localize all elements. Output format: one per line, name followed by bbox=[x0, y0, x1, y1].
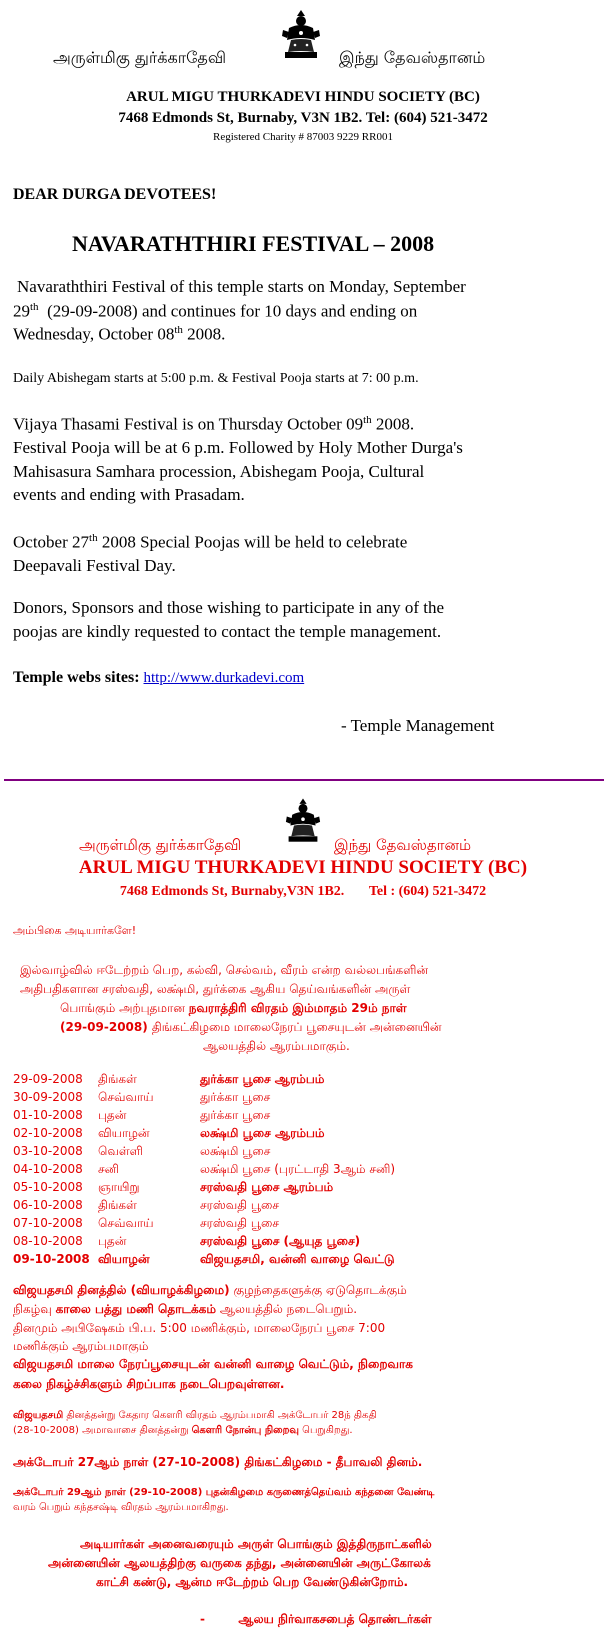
header-tamil-left: அருள்மிகு துர்க்காதேவி bbox=[53, 48, 227, 67]
schedule-day: திங்கள் bbox=[98, 1072, 137, 1086]
society-name: ARUL MIGU THURKADEVI HINDU SOCIETY (BC) bbox=[126, 89, 480, 105]
tamil-intro-5: ஆலயத்தில் ஆரம்பமாகும். bbox=[203, 1039, 350, 1053]
website-line bbox=[13, 669, 304, 687]
society-address-2: 7468 Edmonds St, Burnaby,V3N 1B2. Tel : (604) 521-3472 bbox=[119, 884, 487, 899]
tamil-intro-2: அதிபதிகளான சரஸ்வதி, லக்ஷ்மி, துர்க்கை ஆகிய தெய்வங்களின் அருள் bbox=[20, 982, 411, 996]
tamil-closing-2: அன்னையின் ஆலயத்திற்கு வருகை தந்து, அன்னையின் அருட்கோலக் bbox=[48, 1556, 431, 1570]
schedule-day: வெள்ளி bbox=[98, 1144, 143, 1158]
tamil-intro-1: இல்வாழ்வில் ஈடேற்றம் பெற, கல்வி, செல்வம், வீரம் என்ற வல்லபங்களின் bbox=[20, 963, 429, 977]
schedule-day: செவ்வாய் bbox=[98, 1090, 154, 1104]
paragraph-1-line-2: 29th (29-09-2008) and continues for 10 days and ending on bbox=[13, 301, 418, 321]
tamil-vij-3: தினமும் அபிஷேகம் பி.ப. 5:00 மணிக்கும், மாலைநேரப் பூசை 7:00 bbox=[13, 1321, 386, 1335]
society-name-2: ARUL MIGU THURKADEVI HINDU SOCIETY (BC) bbox=[78, 857, 528, 878]
charity-number: Registered Charity # 87003 9229 RR001 bbox=[213, 131, 393, 143]
tamil-greeting: அம்பிகை அடியார்களே! bbox=[13, 924, 137, 937]
tamil-kedara-2: (28-10-2008) அமாவாசை தினத்தன்று கௌரி நோன்பு நிறைவு பெறுகிறது. bbox=[13, 1425, 353, 1436]
schedule-date: 06-10-2008 bbox=[13, 1198, 83, 1212]
tamil-intro-3: பொங்கும் அற்புதமான நவராத்திரி விரதம் இம்மாதம் 29ம் நாள் bbox=[60, 1001, 407, 1015]
paragraph-5-line-2: poojas are kindly requested to contact the temple management. bbox=[13, 622, 442, 641]
tamil-signature: - ஆலய நிர்வாகசபைத் தொண்டர்கள் bbox=[200, 1612, 432, 1626]
schedule-day: புதன் bbox=[98, 1234, 127, 1248]
schedule-event: லக்ஷ்மி பூசை (புரட்டாதி 3ஆம் சனி) bbox=[200, 1162, 396, 1176]
paragraph-4-line-2: Deepavali Festival Day. bbox=[13, 556, 176, 575]
paragraph-4-line-1: October 27th 2008 Special Poojas will be held to celebrate bbox=[13, 532, 408, 552]
paragraph-3-line-3: Mahisasura Samhara procession, Abishegam Pooja, Cultural bbox=[13, 462, 425, 481]
schedule-event: விஜயதசமி, வன்னி வாழை வெட்டு bbox=[200, 1252, 395, 1266]
tamil-closing-3: காட்சி கண்டு, ஆன்ம ஈடேற்றம் பெற வேண்டுகின்றோம். bbox=[96, 1575, 409, 1589]
schedule-day: செவ்வாய் bbox=[98, 1216, 154, 1230]
tamil-vij-5: விஜயதசமி மாலை நேரப்பூசையுடன் வன்னி வாழை வெட்டும், நிறைவாக bbox=[13, 1357, 413, 1371]
paragraph-1-line-3: Wednesday, October 08th 2008. bbox=[13, 324, 226, 344]
tamil-kandha-2: வரம் பெறும் கந்தசஷ்டி விரதம் ஆரம்பமாகிறது. bbox=[13, 1502, 229, 1513]
schedule-event: சரஸ்வதி பூசை bbox=[200, 1216, 280, 1230]
schedule-date: 30-09-2008 bbox=[13, 1090, 83, 1104]
schedule-date: 07-10-2008 bbox=[13, 1216, 83, 1230]
tamil-vij-2: நிகழ்வு காலை பத்து மணி தொடக்கம் ஆலயத்தில் நடைபெறும். bbox=[13, 1302, 358, 1316]
tamil-vij-6: கலை நிகழ்ச்சிகளும் சிறப்பாக நடைபெறவுள்ளன. bbox=[13, 1377, 285, 1391]
society-address: 7468 Edmonds St, Burnaby, V3N 1B2. Tel: (604) 521-3472 bbox=[118, 110, 488, 126]
signature-english: - Temple Management bbox=[341, 716, 495, 735]
header2-tamil-left: அருள்மிகு துர்க்காதேவி bbox=[79, 836, 242, 854]
schedule-day: வியாழன் bbox=[98, 1126, 150, 1140]
header2-tamil-right: இந்து தேவஸ்தானம் bbox=[334, 836, 472, 854]
schedule-day: திங்கள் bbox=[98, 1198, 137, 1212]
schedule-date: 04-10-2008 bbox=[13, 1162, 83, 1176]
durga-deity-logo-2 bbox=[285, 796, 321, 846]
schedule-event: துர்க்கா பூசை bbox=[200, 1090, 271, 1104]
schedule-date: 05-10-2008 bbox=[13, 1180, 83, 1194]
paragraph-3-line-1: Vijaya Thasami Festival is on Thursday October 09th 2008. bbox=[13, 414, 415, 434]
schedule-day: புதன் bbox=[98, 1108, 127, 1122]
schedule-day: வியாழன் bbox=[98, 1252, 150, 1266]
schedule-event: லக்ஷ்மி பூசை bbox=[200, 1144, 271, 1158]
schedule-event: சரஸ்வதி பூசை ஆரம்பம் bbox=[200, 1180, 334, 1194]
schedule-event: லக்ஷ்மி பூசை ஆரம்பம் bbox=[200, 1126, 325, 1140]
schedule-day: ஞாயிறு bbox=[98, 1180, 140, 1194]
tamil-kandha-1: அக்டோபர் 29ஆம் நாள் (29-10-2008) புதன்கிழமை கருணைத்தெய்வம் கந்தனை வேண்டி bbox=[13, 1487, 435, 1498]
schedule-event: துர்க்கா பூசை bbox=[200, 1108, 271, 1122]
tamil-vij-1: விஜயதசமி தினத்தில் (வியாழக்கிழமை) குழந்தைகளுக்கு ஏடுதொடக்கும் bbox=[13, 1283, 407, 1297]
paragraph-2: Daily Abishegam starts at 5:00 p.m. & Festival Pooja starts at 7: 00 p.m. bbox=[13, 371, 419, 386]
schedule-date: 08-10-2008 bbox=[13, 1234, 83, 1248]
tamil-deepavali: அக்டோபர் 27ஆம் நாள் (27-10-2008) திங்கட்கிழமை - தீபாவலி தினம். bbox=[13, 1455, 423, 1469]
schedule-date: 09-10-2008 bbox=[13, 1252, 90, 1266]
tamil-kedara-1: விஜயதசமி தினத்தன்று கேதார கௌரி விரதம் ஆரம்பமாகி அக்டோபர் 28ந் திகதி bbox=[13, 1410, 377, 1421]
schedule-event: சரஸ்வதி பூசை (ஆயுத பூசை) bbox=[200, 1234, 361, 1248]
section-divider bbox=[4, 779, 604, 781]
schedule-date: 03-10-2008 bbox=[13, 1144, 83, 1158]
schedule-event: துர்க்கா பூசை ஆரம்பம் bbox=[200, 1072, 325, 1086]
paragraph-3-line-4: events and ending with Prasadam. bbox=[13, 485, 245, 504]
website-link[interactable]: http://www.durkadevi.com bbox=[143, 670, 305, 686]
paragraph-5-line-1: Donors, Sponsors and those wishing to participate in any of the bbox=[13, 598, 445, 617]
website-label: Temple webs sites: bbox=[13, 669, 140, 686]
schedule-date: 02-10-2008 bbox=[13, 1126, 83, 1140]
header-tamil-right: இந்து தேவஸ்தானம் bbox=[339, 48, 486, 67]
paragraph-3-line-2: Festival Pooja will be at 6 p.m. Followed by Holy Mother Durga's bbox=[13, 438, 463, 457]
schedule-date: 01-10-2008 bbox=[13, 1108, 83, 1122]
durga-deity-logo bbox=[281, 8, 321, 62]
schedule-day: சனி bbox=[98, 1162, 119, 1176]
tamil-intro-4: (29-09-2008) திங்கட்கிழமை மாலைநேரப் பூசையுடன் அன்னையின் bbox=[60, 1020, 442, 1034]
paragraph-1-line-1: Navaraththiri Festival of this temple starts on Monday, September bbox=[17, 277, 466, 296]
schedule-date: 29-09-2008 bbox=[13, 1072, 83, 1086]
tamil-vij-4: மணிக்கும் ஆரம்பமாகும் bbox=[13, 1339, 149, 1353]
tamil-closing-1: அடியார்கள் அனைவரையும் அருள் பொங்கும் இத்திருநாட்களில் bbox=[80, 1537, 432, 1551]
greeting: DEAR DURGA DEVOTEES! bbox=[13, 186, 217, 203]
schedule-event: சரஸ்வதி பூசை bbox=[200, 1198, 280, 1212]
festival-title: NAVARATHTHIRI FESTIVAL – 2008 bbox=[72, 231, 435, 256]
